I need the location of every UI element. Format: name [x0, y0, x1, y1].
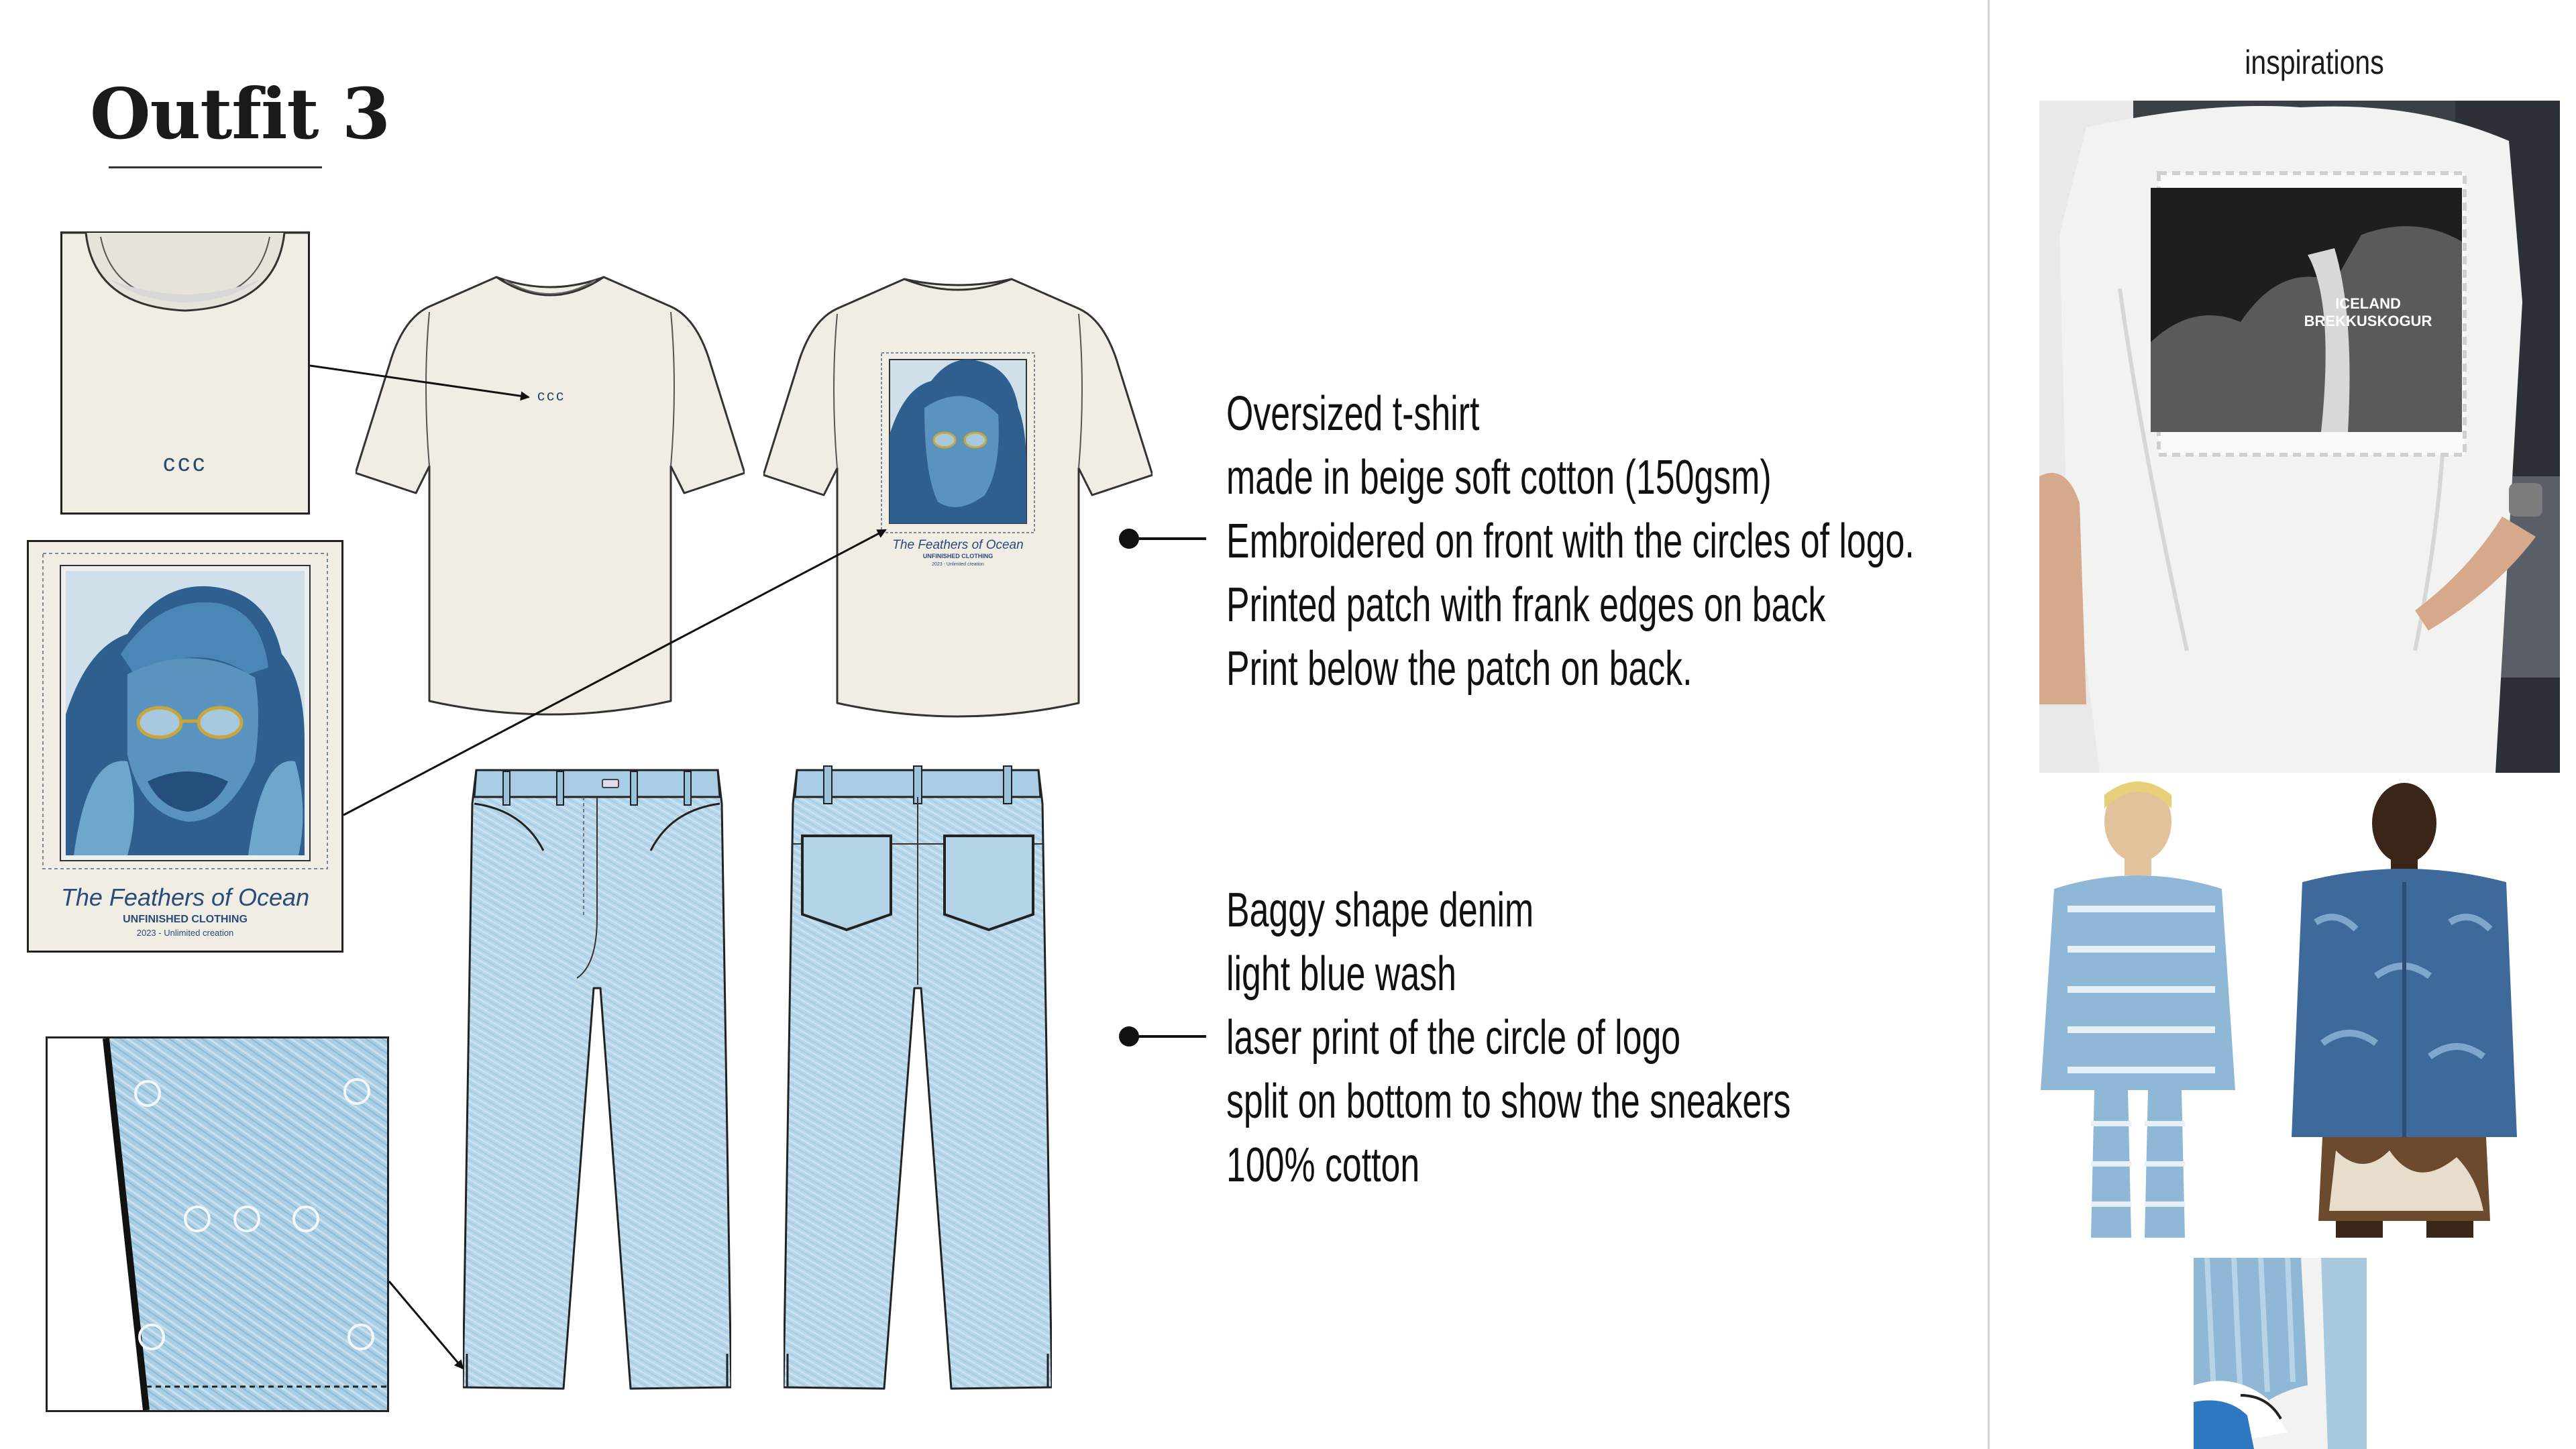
inspiration-photo-hem-sneaker [2194, 1258, 2367, 1449]
tshirt-desc-line: Printed patch with frank edges on back [1226, 578, 1826, 632]
front-detail-logo: ccc [163, 449, 207, 476]
back-print-sub: UNFINISHED CLOTHING [922, 553, 994, 559]
photo-text-brekkuskogur: BREKKUSKOGUR [2304, 313, 2432, 329]
denim-desc-line: split on bottom to show the sneakers [1226, 1075, 1791, 1128]
denim-desc-line: Baggy shape denim [1226, 883, 1534, 937]
print-caption: 2023 - Unlimited creation [136, 928, 234, 938]
tshirt-desc-line: Print below the patch on back. [1226, 642, 1693, 696]
denim-desc-line: 100% cotton [1226, 1138, 1420, 1192]
denim-desc-line: laser print of the circle of logo [1226, 1011, 1681, 1065]
arrow-collar-to-front [310, 366, 529, 397]
inspiration-photo-denim-set [2027, 775, 2249, 1238]
arrow-denim-to-hem [389, 1281, 463, 1368]
print-brand: The Feathers of Ocean [60, 883, 310, 911]
back-print-caption: 2023 - Unlimited creation [932, 562, 984, 567]
front-logo: ccc [537, 387, 566, 404]
tshirt-desc-line: made in beige soft cotton (150gsm) [1226, 451, 1772, 504]
denim-desc-line: light blue wash [1226, 947, 1456, 1001]
arrow-print-to-back [343, 530, 885, 815]
inspiration-photo-tshirt [2039, 101, 2560, 773]
tshirt-desc-line: Embroidered on front with the circles of logo. [1226, 515, 1915, 568]
back-print-brand: The Feathers of Ocean [892, 538, 1024, 552]
page-title: Outfit 3 [90, 72, 390, 155]
inspirations-label: inspirations [2245, 44, 2384, 81]
denim-description [1226, 879, 1790, 1197]
inspiration-photo-denim-jacket [2255, 775, 2557, 1238]
photo-text-iceland: ICELAND [2335, 295, 2401, 312]
print-sub: UNFINISHED CLOTHING [123, 914, 248, 925]
tshirt-description [1226, 382, 1915, 701]
tshirt-desc-line: Oversized t-shirt [1226, 387, 1480, 441]
